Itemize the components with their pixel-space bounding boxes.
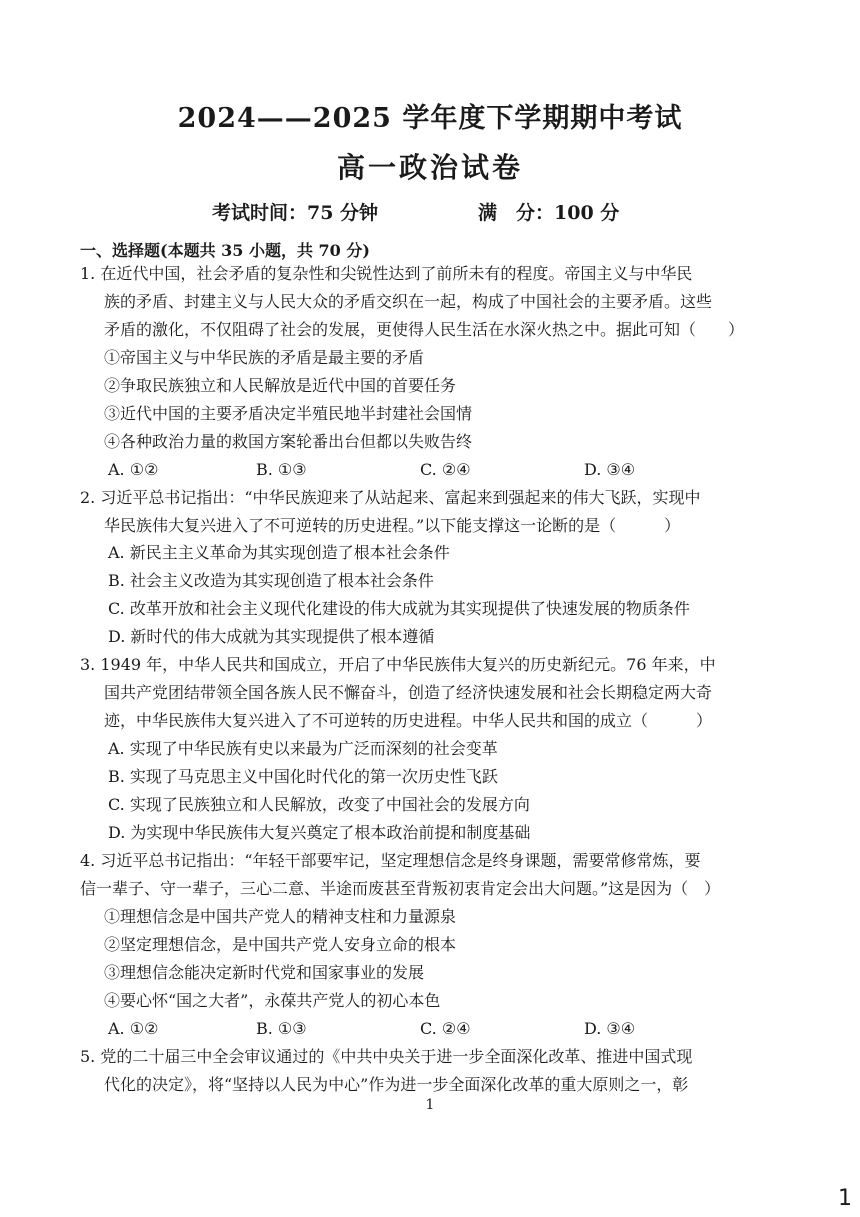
question-4-line: 信一辈子、守一辈子，三心二意、半途而废甚至背叛初衷肯定会出大问题。”这是因为（ ） bbox=[80, 879, 721, 898]
question-4-statement: ②坚定理想信念，是中国共产党人安身立命的根本 bbox=[104, 935, 457, 954]
question-1-statement: ①帝国主义与中华民族的矛盾是最主要的矛盾 bbox=[104, 348, 425, 367]
question-3-option-b: B. 实现了马克思主义中国化时代化的第一次历史性飞跃 bbox=[108, 767, 498, 786]
question-4-statement: ①理想信念是中国共产党人的精神支柱和力量源泉 bbox=[104, 907, 457, 926]
question-2-line: 2. 习近平总书记指出：“中华民族迎来了从站起来、富起来到强起来的伟大飞跃，实现中 bbox=[80, 488, 701, 507]
question-4-option-d: D. ③④ bbox=[584, 1019, 636, 1038]
question-1-statement: ②争取民族独立和人民解放是近代中国的首要任务 bbox=[104, 376, 457, 395]
question-4-option-a: A. ①② bbox=[108, 1019, 159, 1038]
question-4-statement: ③理想信念能决定新时代党和国家事业的发展 bbox=[104, 963, 425, 982]
question-4-option-c: C. ②④ bbox=[420, 1019, 471, 1038]
question-4-line: 4. 习近平总书记指出：“年轻干部要牢记，坚定理想信念是终身课题，需要常修常炼，要 bbox=[80, 851, 701, 870]
question-2-line: 华民族伟大复兴进入了不可逆转的历史进程。”以下能支撑这一论断的是（ ） bbox=[104, 516, 681, 535]
question-2-option-d: D. 新时代的伟大成就为其实现提供了根本遵循 bbox=[108, 627, 435, 646]
question-3-line: 迹，中华民族伟大复兴进入了不可逆转的历史进程。中华人民共和国的成立（ ） bbox=[104, 711, 713, 730]
question-2-option-b: B. 社会主义改造为其实现创造了根本社会条件 bbox=[108, 571, 434, 590]
question-1-option-c: C. ②④ bbox=[420, 460, 471, 479]
question-4-option-b: B. ①③ bbox=[256, 1019, 307, 1038]
question-1-statement: ③近代中国的主要矛盾决定半殖民地半封建社会国情 bbox=[104, 404, 473, 423]
question-2-option-a: A. 新民主主义革命为其实现创造了根本社会条件 bbox=[108, 543, 450, 562]
question-3-line: 3. 1949 年，中华人民共和国成立，开启了中华民族伟大复兴的历史新纪元。76 年来，中 bbox=[80, 655, 716, 674]
question-1-line: 族的矛盾、封建主义与人民大众的矛盾交织在一起，构成了中国社会的主要矛盾。这些 bbox=[104, 292, 713, 311]
question-3-option-d: D. 为实现中华民族伟大复兴奠定了根本政治前提和制度基础 bbox=[108, 823, 531, 842]
question-5-line: 代化的决定》，将“坚持以人民为中心”作为进一步全面深化改革的重大原则之一，彰 bbox=[104, 1075, 689, 1094]
exam-title: 2024——2025 学年度下学期期中考试 bbox=[177, 103, 683, 134]
sheet-number: 1 bbox=[838, 1186, 852, 1211]
question-3-option-a: A. 实现了中华民族有史以来最为广泛而深刻的社会变革 bbox=[108, 739, 498, 758]
question-1-line: 矛盾的激化，不仅阻碍了社会的发展，更使得人民生活在水深火热之中。据此可知（ ） bbox=[104, 320, 745, 339]
exam-time: 考试时间：75 分钟 bbox=[212, 202, 379, 224]
question-2-option-c: C. 改革开放和社会主义现代化建设的伟大成就为其实现提供了快速发展的物质条件 bbox=[108, 599, 690, 618]
question-1-option-a: A. ①② bbox=[108, 460, 159, 479]
question-4-statement: ④要心怀“国之大者”，永葆共产党人的初心本色 bbox=[104, 991, 441, 1010]
question-1-line: 1. 在近代中国，社会矛盾的复杂性和尖锐性达到了前所未有的程度。帝国主义与中华民 bbox=[80, 264, 693, 283]
question-5-line: 5. 党的二十届三中全会审议通过的《中共中央关于进一步全面深化改革、推进中国式现 bbox=[80, 1047, 693, 1066]
exam-subtitle: 高一政治试卷 bbox=[336, 151, 523, 184]
question-1-option-d: D. ③④ bbox=[584, 460, 636, 479]
question-3-line: 国共产党团结带领全国各族人民不懈奋斗，创造了经济快速发展和社会长期稳定两大奇 bbox=[104, 683, 713, 702]
page-number: 1 bbox=[425, 1097, 435, 1113]
question-1-option-b: B. ①③ bbox=[256, 460, 307, 479]
section-heading: 一、选择题(本题共 35 小题，共 70 分) bbox=[80, 241, 370, 260]
question-1-statement: ④各种政治力量的救国方案轮番出台但都以失败告终 bbox=[104, 432, 473, 451]
question-3-option-c: C. 实现了民族独立和人民解放，改变了中国社会的发展方向 bbox=[108, 795, 530, 814]
exam-score: 满 分：100 分 bbox=[478, 202, 620, 224]
